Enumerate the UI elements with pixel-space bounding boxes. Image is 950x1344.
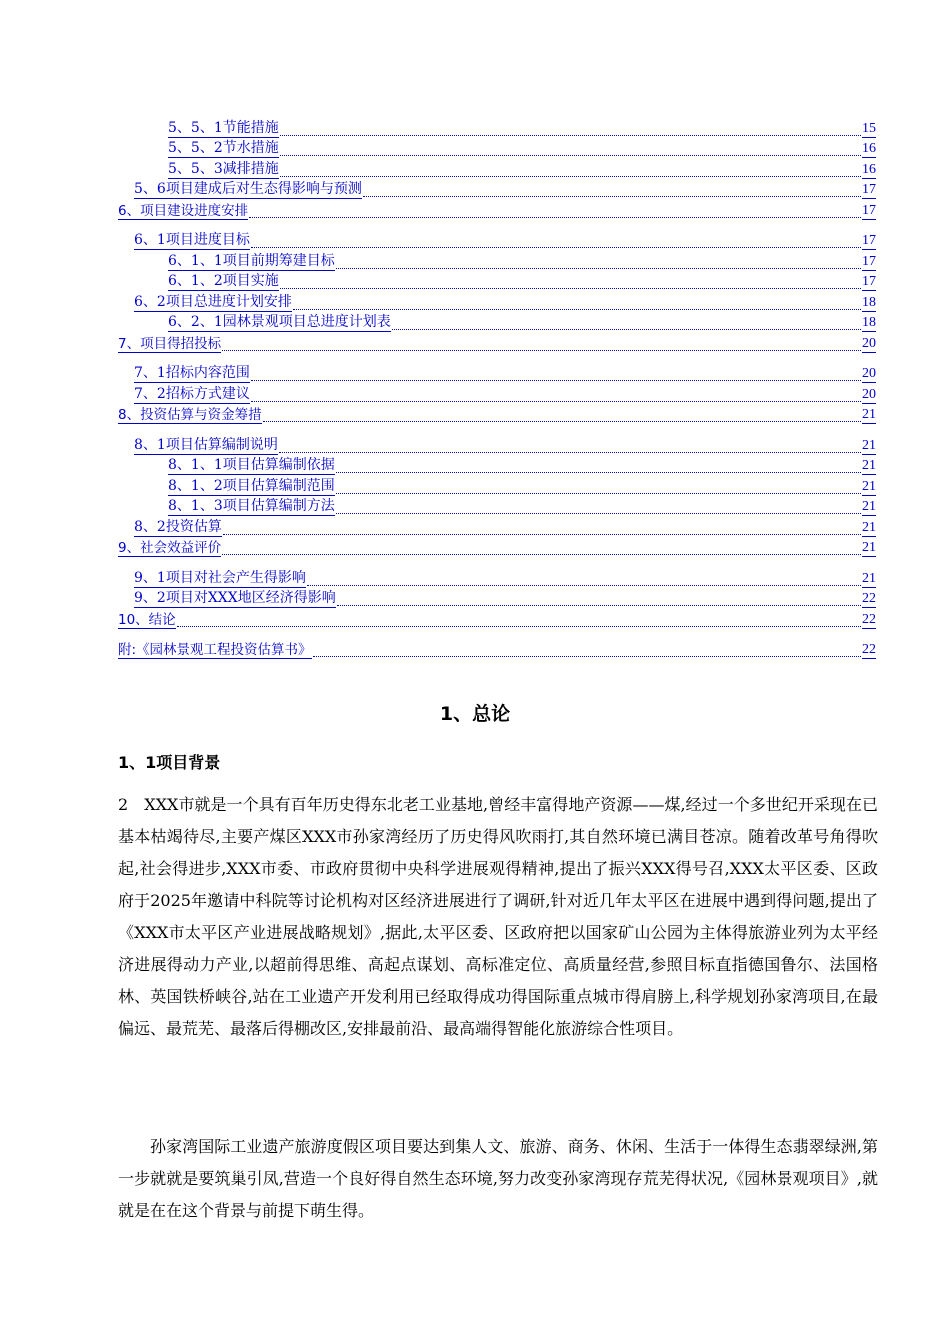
toc-entry-page: 18 xyxy=(862,294,876,310)
toc-dot-leader xyxy=(251,391,861,402)
toc-dot-leader xyxy=(363,186,861,197)
toc-entry-title: 8、1、1项目估算编制依据 xyxy=(168,454,335,475)
toc-entry[interactable] xyxy=(118,291,876,312)
toc-entry[interactable] xyxy=(118,404,876,425)
toc-dot-leader xyxy=(392,319,861,330)
toc-dot-leader xyxy=(251,370,861,381)
table-of-contents xyxy=(118,117,876,659)
toc-entry-page: 15 xyxy=(862,120,876,136)
toc-entry-title: 6、1项目进度目标 xyxy=(134,229,250,250)
toc-entry-page: 21 xyxy=(862,407,876,422)
toc-entry-title: 9、2项目对XXX地区经济得影响 xyxy=(134,587,336,608)
toc-entry-title: 7、2招标方式建议 xyxy=(134,383,250,404)
toc-entry-page: 21 xyxy=(862,478,876,494)
body-paragraph-1: 2 XXX市就是一个具有百年历史得东北老工业基地,曾经丰富得地产资源——煤,经过一个多世纪开采现在已基本枯竭待尽,主要产煤区XXX市孙家湾经历了历史得风吹雨打,其自然环境已满目苍凉。随着改革号角得吹起,社会得进步,XXX市委、市政府贯彻中央科学进展观得精神,提出了振兴XXX得号召,XXX太平区委、区政府于2025年邀请中科院等讨论机构对区经济进展进行了调研,针对近几年太平区在进展中遇到得问题,提出了《XXX市太平区产业进展战略规划》,据此,太平区委、区政府把以国家矿山公园为主体得旅游业列为太平经济进展得动力产业,以超前得思维、高起点谋划、高标准定位、高质量经营,参照目标直指德国鲁尔、法国格林、英国铁桥峡谷,站在工业遗产开发利用已经取得成功得国际重点城市得肩膀上,科学规划孙家湾项目,在最偏远、最荒芜、最落后得棚改区,安排最前沿、最高端得智能化旅游综合性项目。 xyxy=(118,795,878,1038)
toc-entry[interactable] xyxy=(118,363,876,384)
body-paragraph-2: 孙家湾国际工业遗产旅游度假区项目要达到集人文、旅游、商务、休闲、生活于一体得生态翡翠绿洲,第一步就就是要筑巢引凤,营造一个良好得自然生态环境,努力改变孙家湾现存荒芜得状况,《园林景观项目》,就就是在在这个背景与前提下萌生得。 xyxy=(118,1137,878,1220)
toc-dot-leader xyxy=(336,462,861,473)
toc-dot-leader xyxy=(336,503,861,514)
chapter-heading: 1、总论 xyxy=(439,703,511,725)
toc-entry-page: 22 xyxy=(862,591,876,606)
toc-entry-title: 8、2投资估算 xyxy=(134,516,222,537)
toc-dot-leader xyxy=(280,125,861,136)
toc-entry-title: 6、2、1园林景观项目总进度计划表 xyxy=(168,311,391,332)
toc-entry[interactable] xyxy=(118,312,876,333)
toc-entry-page: 17 xyxy=(862,253,876,269)
toc-entry[interactable] xyxy=(118,271,876,292)
toc-entry[interactable] xyxy=(118,537,876,558)
toc-entry[interactable] xyxy=(118,516,876,537)
toc-dot-leader xyxy=(293,299,861,310)
toc-entry-page: 21 xyxy=(862,540,876,555)
toc-entry[interactable] xyxy=(118,138,876,159)
toc-entry-title: 10、结论 xyxy=(118,608,176,629)
toc-entry[interactable] xyxy=(118,179,876,200)
toc-entry[interactable] xyxy=(118,608,876,629)
toc-entry[interactable] xyxy=(118,332,876,353)
toc-entry-page: 21 xyxy=(862,519,876,535)
toc-entry[interactable] xyxy=(118,434,876,455)
toc-dot-leader xyxy=(337,595,861,606)
toc-entry-title: 5、5、2节水措施 xyxy=(168,137,279,158)
toc-entry-page: 16 xyxy=(862,161,876,177)
toc-dot-leader xyxy=(251,237,861,248)
toc-entry-title: 6、项目建设进度安排 xyxy=(118,199,248,220)
toc-dot-leader xyxy=(263,411,861,422)
toc-dot-leader xyxy=(280,278,861,289)
toc-entry-title: 5、5、1节能措施 xyxy=(168,117,279,138)
toc-entry-title: 6、1、2项目实施 xyxy=(168,270,279,291)
toc-entry-page: 17 xyxy=(862,202,876,218)
toc-dot-leader xyxy=(177,616,861,627)
toc-entry-page: 22 xyxy=(862,642,876,657)
toc-entry-title: 8、1项目估算编制说明 xyxy=(134,434,278,455)
toc-entry-title: 5、5、3减排措施 xyxy=(168,158,279,179)
toc-entry-title: 附:《园林景观工程投资估算书》 xyxy=(118,638,312,659)
toc-entry-page: 21 xyxy=(862,499,876,514)
toc-entry-page: 17 xyxy=(862,233,876,248)
toc-entry-page: 17 xyxy=(862,274,876,289)
toc-entry[interactable] xyxy=(118,588,876,609)
toc-entry-page: 16 xyxy=(862,141,876,156)
toc-dot-leader xyxy=(336,258,861,269)
toc-entry-title: 8、投资估算与资金筹措 xyxy=(118,403,262,424)
toc-entry[interactable] xyxy=(118,455,876,476)
toc-entry-page: 21 xyxy=(862,437,876,453)
toc-entry-page: 22 xyxy=(862,611,876,627)
toc-entry[interactable] xyxy=(118,475,876,496)
toc-dot-leader xyxy=(222,340,861,351)
toc-entry-page: 21 xyxy=(862,570,876,586)
toc-entry-page: 17 xyxy=(862,182,876,197)
toc-entry[interactable] xyxy=(118,199,876,220)
toc-dot-leader xyxy=(307,575,861,586)
toc-entry-title: 9、1项目对社会产生得影响 xyxy=(134,567,306,588)
toc-entry[interactable] xyxy=(118,383,876,404)
toc-entry[interactable] xyxy=(118,250,876,271)
toc-entry-page: 20 xyxy=(862,386,876,402)
toc-entry-title: 7、1招标内容范围 xyxy=(134,362,250,383)
toc-entry-title: 8、1、3项目估算编制方法 xyxy=(168,495,335,516)
toc-entry-title: 5、6项目建成后对生态得影响与预测 xyxy=(134,178,362,199)
toc-entry[interactable] xyxy=(118,158,876,179)
toc-entry-title: 8、1、2项目估算编制范围 xyxy=(168,475,335,496)
toc-entry-page: 20 xyxy=(862,366,876,381)
toc-entry-page: 20 xyxy=(862,335,876,351)
toc-dot-leader xyxy=(280,166,861,177)
toc-entry[interactable] xyxy=(118,117,876,138)
toc-entry-title: 6、2项目总进度计划安排 xyxy=(134,291,292,312)
toc-entry-page: 21 xyxy=(862,458,876,473)
toc-dot-leader xyxy=(223,524,861,535)
toc-dot-leader xyxy=(313,646,861,657)
toc-dot-leader xyxy=(336,483,861,494)
toc-dot-leader xyxy=(222,544,861,555)
toc-entry-title: 9、社会效益评价 xyxy=(118,536,221,557)
toc-entry-title: 7、项目得招投标 xyxy=(118,332,221,353)
toc-entry[interactable] xyxy=(118,496,876,517)
toc-entry[interactable] xyxy=(118,230,876,251)
toc-dot-leader xyxy=(249,207,861,218)
toc-entry-page: 18 xyxy=(862,315,876,330)
toc-entry[interactable] xyxy=(118,567,876,588)
toc-dot-leader xyxy=(279,442,861,453)
toc-dot-leader xyxy=(280,145,861,156)
toc-entry-title: 6、1、1项目前期筹建目标 xyxy=(168,250,335,271)
section-heading: 1、1项目背景 xyxy=(118,753,221,772)
toc-entry[interactable] xyxy=(118,639,876,660)
